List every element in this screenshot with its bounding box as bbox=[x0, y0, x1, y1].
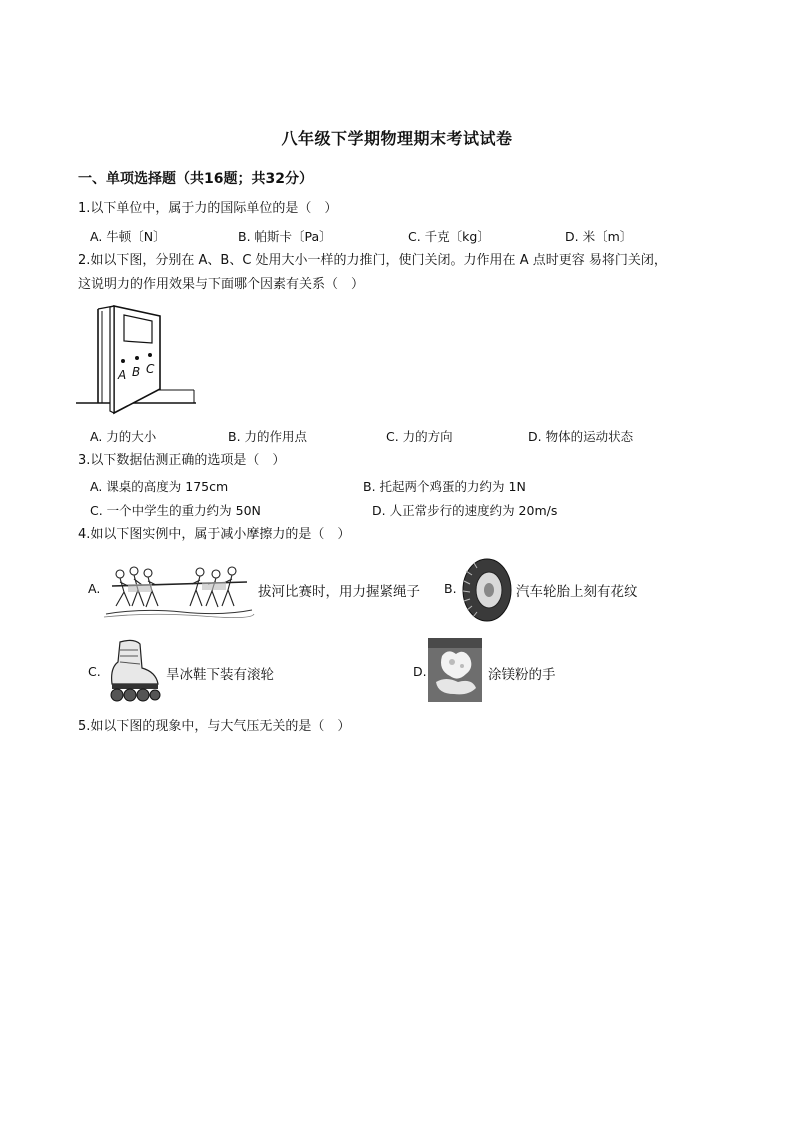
q2-option-c: C. 力的方向 bbox=[386, 429, 453, 444]
q4-option-c-caption: 旱冰鞋下装有滚轮 bbox=[166, 667, 274, 683]
q4-option-b-caption: 汽车轮胎上刻有花纹 bbox=[516, 584, 638, 600]
roller-skate-image bbox=[104, 638, 162, 704]
section-heading: 一、单项选择题（共16题；共32分） bbox=[78, 171, 313, 187]
door-point-a-label: A bbox=[118, 368, 127, 382]
door-figure bbox=[74, 305, 198, 417]
q1-option-c: C. 千克〔kg〕 bbox=[408, 229, 490, 244]
q2-option-a: A. 力的大小 bbox=[90, 429, 157, 444]
door-point-b-label: B bbox=[132, 365, 141, 379]
q2-option-d: D. 物体的运动状态 bbox=[528, 429, 634, 444]
door-point-c-label: C bbox=[146, 362, 155, 376]
page-title: 八年级下学期物理期末考试试卷 bbox=[281, 129, 513, 148]
q3-option-d: D. 人正常步行的速度约为 20m/s bbox=[372, 503, 558, 518]
question-4-stem: 4.如以下图实例中，属于减小摩擦力的是（ ） bbox=[78, 527, 351, 542]
q4-option-c-letter: C. bbox=[88, 664, 101, 679]
tire-image bbox=[460, 557, 514, 623]
q3-option-c: C. 一个中学生的重力约为 50N bbox=[90, 503, 261, 518]
q4-option-a-caption: 拔河比赛时，用力握紧绳子 bbox=[258, 584, 420, 600]
q4-option-d-caption: 涂镁粉的手 bbox=[488, 667, 556, 683]
q1-option-d: D. 米〔m〕 bbox=[565, 229, 633, 244]
q4-option-d-letter: D. bbox=[413, 664, 427, 679]
q1-option-b: B. 帕斯卡〔Pa〕 bbox=[238, 229, 332, 244]
tug-of-war-image bbox=[102, 562, 256, 620]
question-1-stem: 1.以下单位中，属于力的国际单位的是（ ） bbox=[78, 201, 338, 216]
question-3-stem: 3.以下数据估测正确的选项是（ ） bbox=[78, 453, 286, 468]
q4-option-a-letter: A. bbox=[88, 581, 101, 596]
q1-option-a: A. 牛顿〔N〕 bbox=[90, 229, 166, 244]
q2-option-b: B. 力的作用点 bbox=[228, 429, 308, 444]
q3-option-a: A. 课桌的高度为 175cm bbox=[90, 479, 229, 494]
q3-option-b: B. 托起两个鸡蛋的力约为 1N bbox=[363, 479, 526, 494]
question-2-stem-line2: 这说明力的作用效果与下面哪个因素有关系（ ） bbox=[78, 277, 365, 292]
question-2-stem-line1: 2.如以下图，分别在 A、B、C 处用大小一样的力推门，使门关闭。力作用在 A 点时更容 易将门关闭， bbox=[78, 253, 667, 268]
question-5-stem: 5.如以下图的现象中，与大气压无关的是（ ） bbox=[78, 719, 351, 734]
chalked-hands-image bbox=[428, 638, 482, 702]
q4-option-b-letter: B. bbox=[444, 581, 457, 596]
